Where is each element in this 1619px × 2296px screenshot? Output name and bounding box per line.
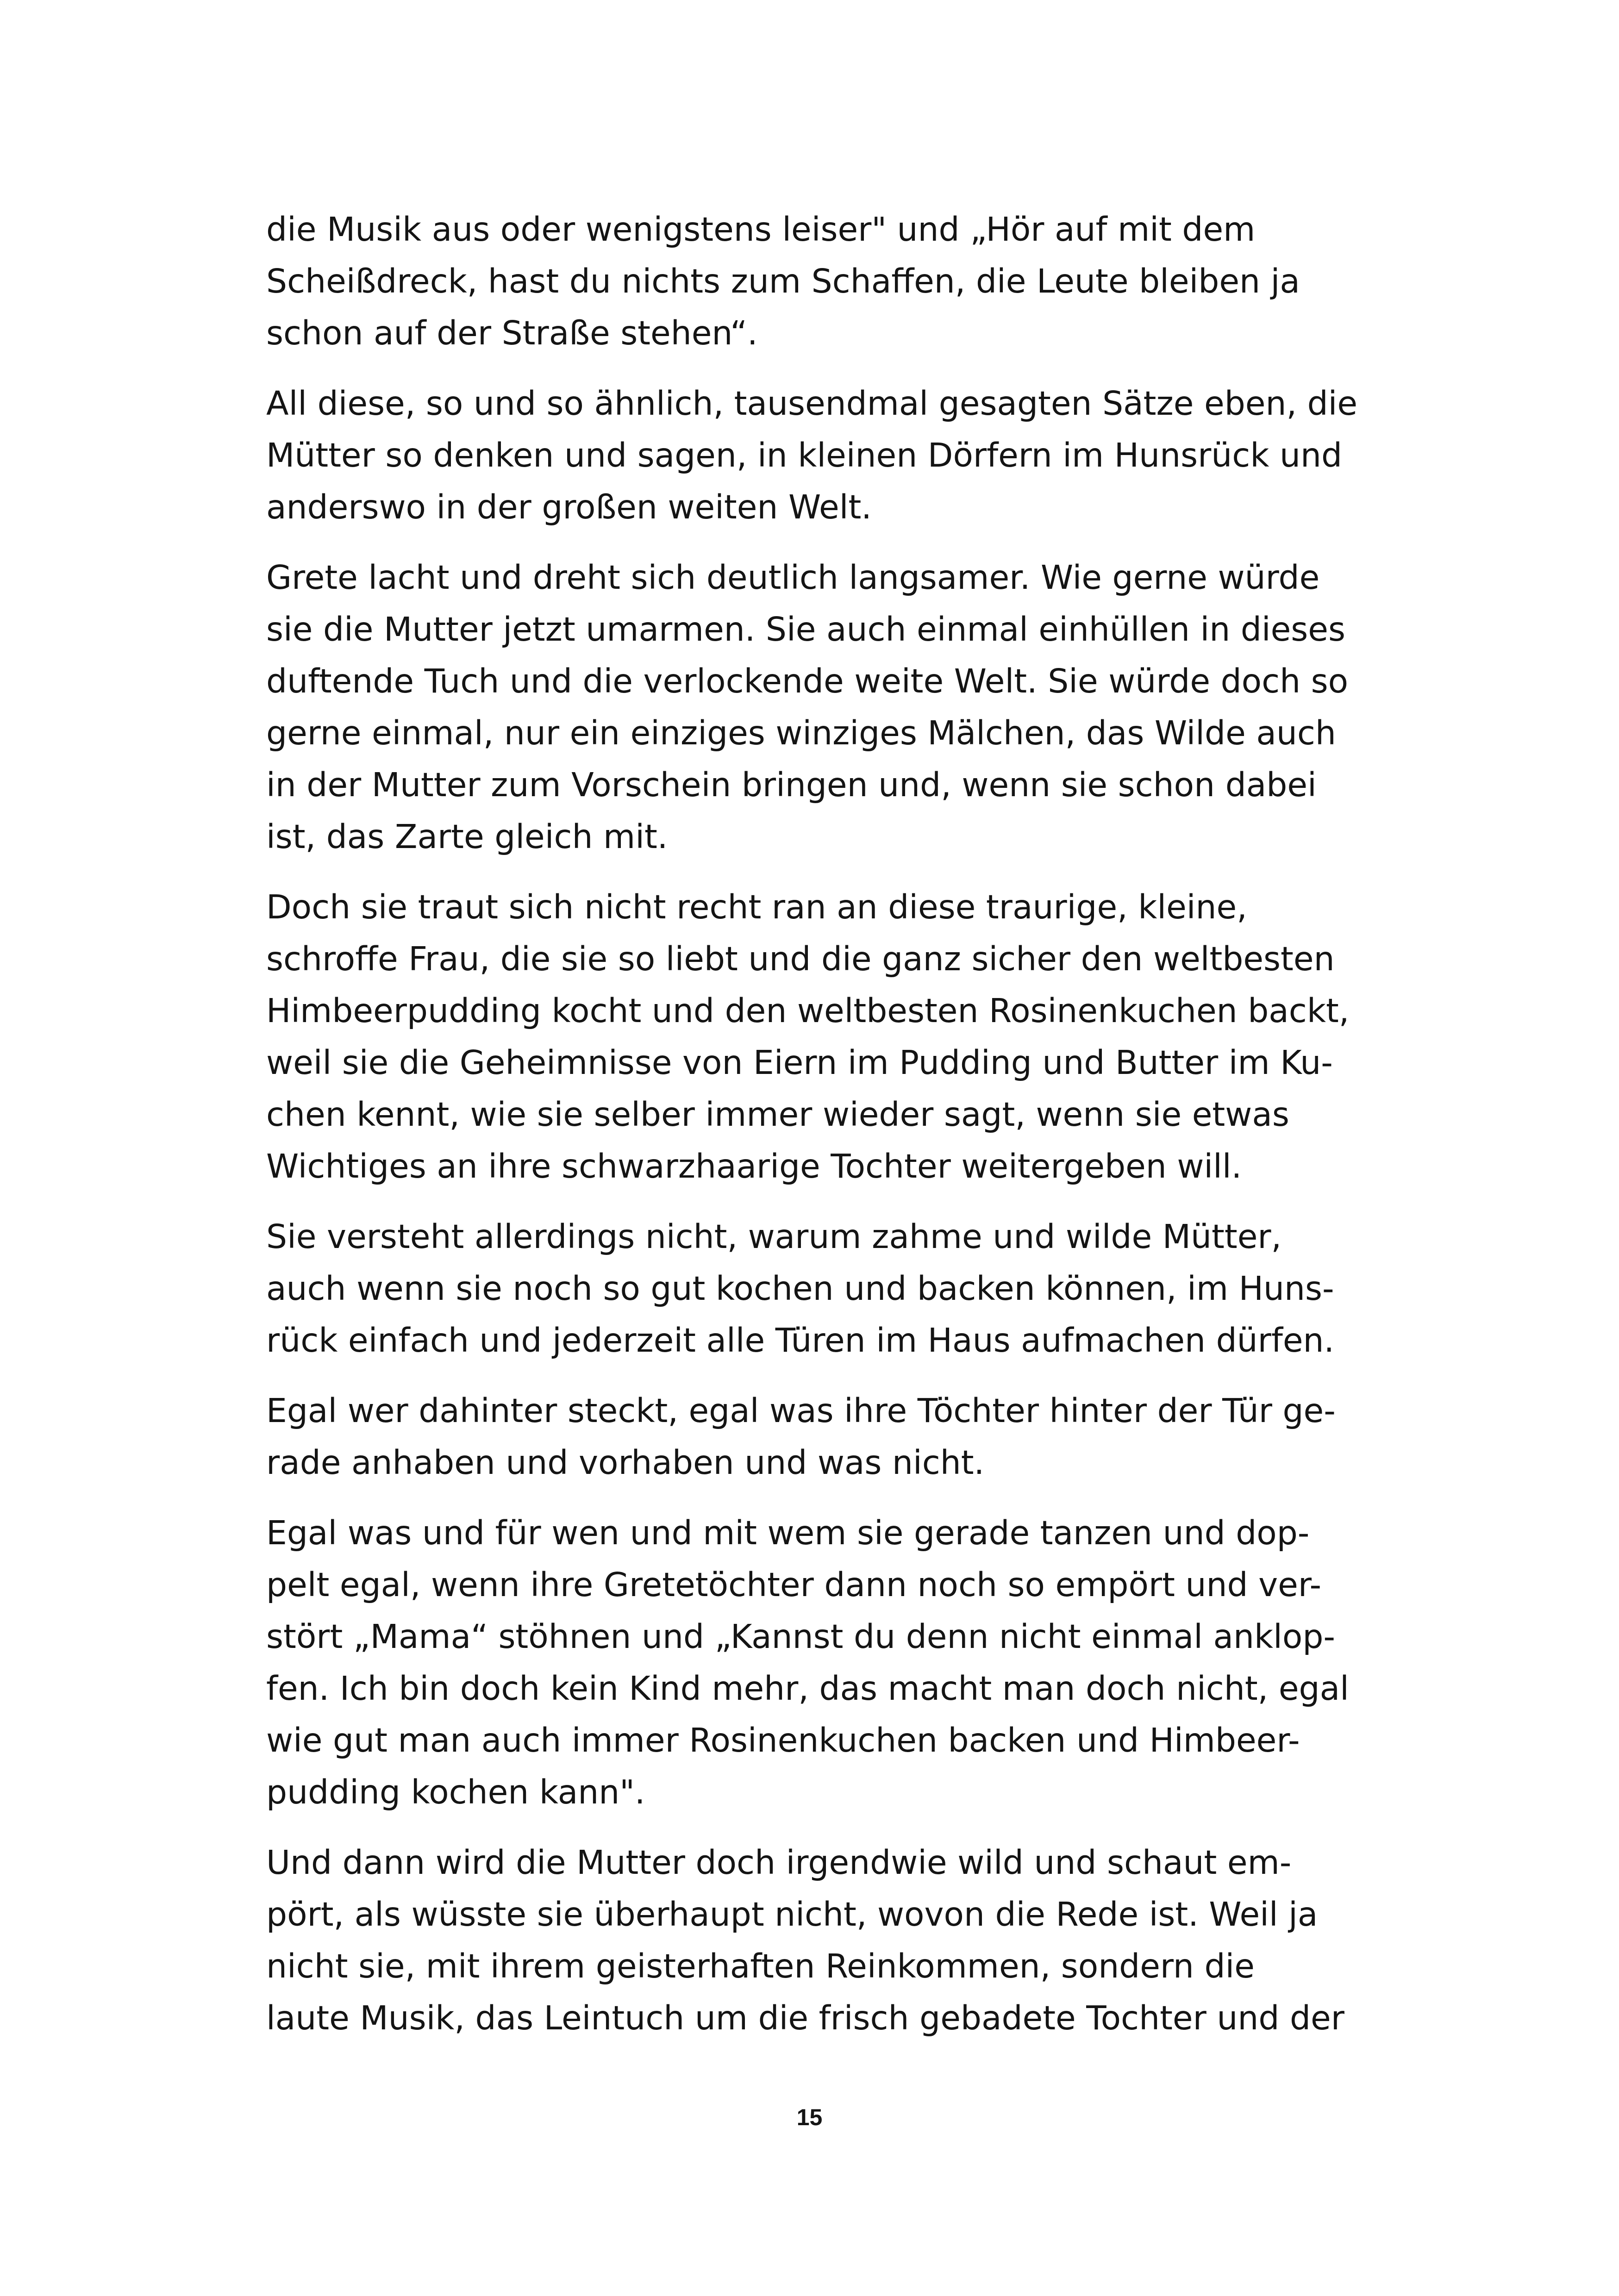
text-line: ist, das Zarte gleich mit. bbox=[266, 817, 668, 856]
text-line: fen. Ich bin doch kein Kind mehr, das macht man doch nicht, egal bbox=[266, 1669, 1349, 1708]
text-line: Grete lacht und dreht sich deutlich langsamer. Wie gerne würde bbox=[266, 558, 1320, 597]
text-line: chen kennt, wie sie selber immer wieder sagt, wenn sie etwas bbox=[266, 1095, 1289, 1134]
paragraph bbox=[266, 1385, 1438, 1489]
text-line: pelt egal, wenn ihre Gretetöchter dann noch so empört und ver- bbox=[266, 1566, 1322, 1604]
paragraph bbox=[266, 1211, 1438, 1366]
text-line: schroffe Frau, die sie so liebt und die ganz sicher den weltbesten bbox=[266, 940, 1335, 978]
paragraph bbox=[266, 881, 1438, 1192]
text-line: Und dann wird die Mutter doch irgendwie wild und schaut em- bbox=[266, 1843, 1292, 1882]
body-text bbox=[266, 204, 1438, 2063]
text-line: stört „Mama“ stöhnen und „Kannst du denn nicht einmal anklop- bbox=[266, 1617, 1336, 1656]
text-line: Scheißdreck, hast du nichts zum Schaffen, die Leute bleiben ja bbox=[266, 262, 1300, 300]
text-line: Egal was und für wen und mit wem sie gerade tanzen und dop- bbox=[266, 1514, 1310, 1552]
text-line: duftende Tuch und die verlockende weite Welt. Sie würde doch so bbox=[266, 662, 1349, 700]
text-line: gerne einmal, nur ein einziges winziges Mälchen, das Wilde auch bbox=[266, 714, 1336, 752]
text-line: weil sie die Geheimnisse von Eiern im Pudding und Butter im Ku- bbox=[266, 1043, 1333, 1082]
text-line: Sie versteht allerdings nicht, warum zahme und wilde Mütter, bbox=[266, 1217, 1282, 1256]
page-number: 15 bbox=[796, 2104, 823, 2130]
text-line: die Musik aus oder wenigstens leiser" und „Hör auf mit dem bbox=[266, 210, 1256, 249]
text-line: Mütter so denken und sagen, in kleinen Dörfern im Hunsrück und bbox=[266, 436, 1343, 474]
paragraph bbox=[266, 204, 1438, 359]
text-line: Wichtiges an ihre schwarzhaarige Tochter weitergeben will. bbox=[266, 1147, 1242, 1185]
text-line: auch wenn sie noch so gut kochen und backen können, im Huns- bbox=[266, 1269, 1334, 1308]
text-line: Doch sie traut sich nicht recht ran an diese traurige, kleine, bbox=[266, 888, 1247, 926]
text-line: pudding kochen kann". bbox=[266, 1773, 645, 1811]
text-line: pört, als wüsste sie überhaupt nicht, wovon die Rede ist. Weil ja bbox=[266, 1895, 1318, 1934]
text-line: in der Mutter zum Vorschein bringen und, wenn sie schon dabei bbox=[266, 766, 1317, 804]
text-line: All diese, so und so ähnlich, tausendmal gesagten Sätze eben, die bbox=[266, 384, 1358, 423]
text-line: Egal wer dahinter steckt, egal was ihre Töchter hinter der Tür ge- bbox=[266, 1391, 1336, 1430]
paragraph bbox=[266, 1837, 1438, 2044]
paragraph bbox=[266, 378, 1438, 533]
text-line: sie die Mutter jetzt umarmen. Sie auch einmal einhüllen in dieses bbox=[266, 610, 1345, 649]
text-line: schon auf der Straße stehen“. bbox=[266, 314, 758, 352]
text-line: Himbeerpudding kocht und den weltbesten Rosinenkuchen backt, bbox=[266, 992, 1350, 1030]
text-line: anderswo in der großen weiten Welt. bbox=[266, 488, 872, 526]
text-line: rück einfach und jederzeit alle Türen im Haus aufmachen dürfen. bbox=[266, 1321, 1335, 1360]
paragraph bbox=[266, 1507, 1438, 1818]
text-line: laute Musik, das Leintuch um die frisch gebadete Tochter und der bbox=[266, 1999, 1344, 2037]
text-line: wie gut man auch immer Rosinenkuchen backen und Himbeer- bbox=[266, 1721, 1300, 1759]
text-line: rade anhaben und vorhaben und was nicht. bbox=[266, 1443, 985, 1482]
paragraph bbox=[266, 552, 1438, 863]
text-line: nicht sie, mit ihrem geisterhaften Reinkommen, sondern die bbox=[266, 1947, 1255, 1985]
